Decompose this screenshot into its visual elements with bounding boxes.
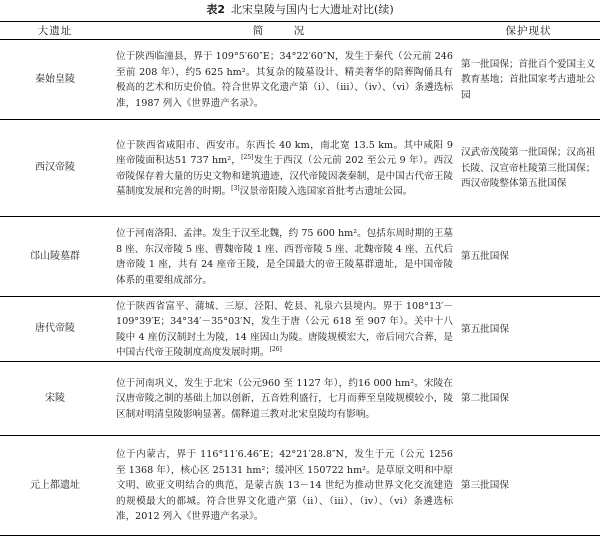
comparison-table	[0, 21, 600, 536]
protection-status: 第三批国保	[461, 480, 509, 492]
reference-mark: [26]	[269, 345, 282, 353]
table-caption	[0, 3, 600, 17]
reference-mark: [25]	[241, 153, 254, 161]
table-row	[0, 40, 600, 120]
site-name: 秦始皇陵	[0, 40, 110, 120]
table-row	[0, 436, 600, 536]
protection-status: 汉武帝茂陵第一批国保；汉高祖长陵、汉宣帝杜陵第三批国保；西汉帝陵整体第五批国保	[457, 120, 600, 217]
site-name: 元上都遗址	[30, 479, 80, 491]
table-row	[0, 217, 600, 297]
site-description: 位于内蒙古，界于 116°11′6.46″E；42°21′28.8″N，发生于元（公元 1256 至 1368 年），核心区 25131 hm²；缓冲区 150722 hm²。是草原文明和中原文明、欧亚文明结合的典范，是蒙古族 13－14 世纪为推动世界文化交流建造的规模最大的都城。符合世界文化遗产第（ii）、（iii）、（iv）、（vi）条遴选标准，2012 列入《世界遗产名录》。	[116, 449, 453, 523]
header-row	[0, 22, 600, 40]
site-description: 位于陕西省咸阳市、西安市。东西长 40 km，南北宽 13.5 km。其中咸阳 9 座帝陵面积达51 737 hm²，[25]发生于西汉（公元前 202 至公元 9 年）。西汉帝陵保存着大量的历史文物和建筑遗迹，汉代帝陵因袭秦制，是中国古代帝王陵墓制度发展和完善的时期。[3]汉景帝阳陵入选国家首批考古遗址公园。	[110, 120, 457, 217]
site-name: 西汉帝陵	[0, 120, 110, 217]
site-name: 唐代帝陵	[0, 297, 110, 362]
site-description: 位于河南洛阳、孟津。发生于汉至北魏，约 75 600 hm²。包括东周时期的王墓 8 座、东汉帝陵 5 座、曹魏帝陵 1 座、西晋帝陵 5 座、北魏帝陵 4 座、五代后唐帝陵 1 座，共有 24 座帝王陵，是全国最大的帝王陵墓群遗址，是中国帝陵体系的重要组成部分。	[110, 217, 457, 297]
site-description: 位于陕西省富平、蒲城、三原、泾阳、乾县、礼泉六县境内。界于 108°13′－109°39′E；34°34′－35°03′N，发生于唐（公元 618 至 907 年）。关中十八陵中 4 座仿汉制封土为陵，14 座因山为陵。唐陵规模宏大，帝后同穴合葬，是中国古代帝王陵制度高度发展时期。[26]	[110, 297, 457, 362]
site-description: 位于河南巩义，发生于北宋（公元960 至 1127 年），约16 000 hm²。宋陵在汉唐帝陵之制的基础上加以创新，五音姓利盛行，七月而葬至皇陵规模较小，陵区制对明清皇陵影响显著。儒释道三教对北宋皇陵均有影响。	[110, 362, 457, 436]
protection-status: 第五批国保	[457, 297, 600, 362]
protection-status: 第一批国保；首批百个爱国主义教育基地；首批国家考古遗址公园	[457, 40, 600, 120]
table-title: 北宋皇陵与国内七大遗址对比(续)	[231, 3, 394, 16]
table-row	[0, 362, 600, 436]
reference-mark: [3]	[231, 184, 240, 192]
table-row	[0, 297, 600, 362]
protection-status: 第二批国保	[457, 362, 600, 436]
header-brief: 简 况	[110, 22, 457, 40]
header-site: 大遗址	[0, 22, 110, 40]
header-status: 保护现状	[457, 22, 600, 40]
site-name: 邙山陵墓群	[0, 217, 110, 297]
table-row	[0, 120, 600, 217]
site-name: 宋陵	[0, 362, 110, 436]
site-description: 位于陕西临潼县，界于 109°5′60″E；34°22′60″N，发生于秦代（公元前 246 至前 208 年），约5 625 hm²。其复杂的陵墓设计、精美奢华的陪葬陶俑具有极高的艺术和历史价值。符合世界文化遗产第（i）、（iii）、（iv）、（vi）条遴选标准，1987 列入《世界遗产名录》。	[110, 40, 457, 120]
protection-status: 第五批国保	[457, 217, 600, 297]
table-number: 表2	[206, 3, 226, 16]
